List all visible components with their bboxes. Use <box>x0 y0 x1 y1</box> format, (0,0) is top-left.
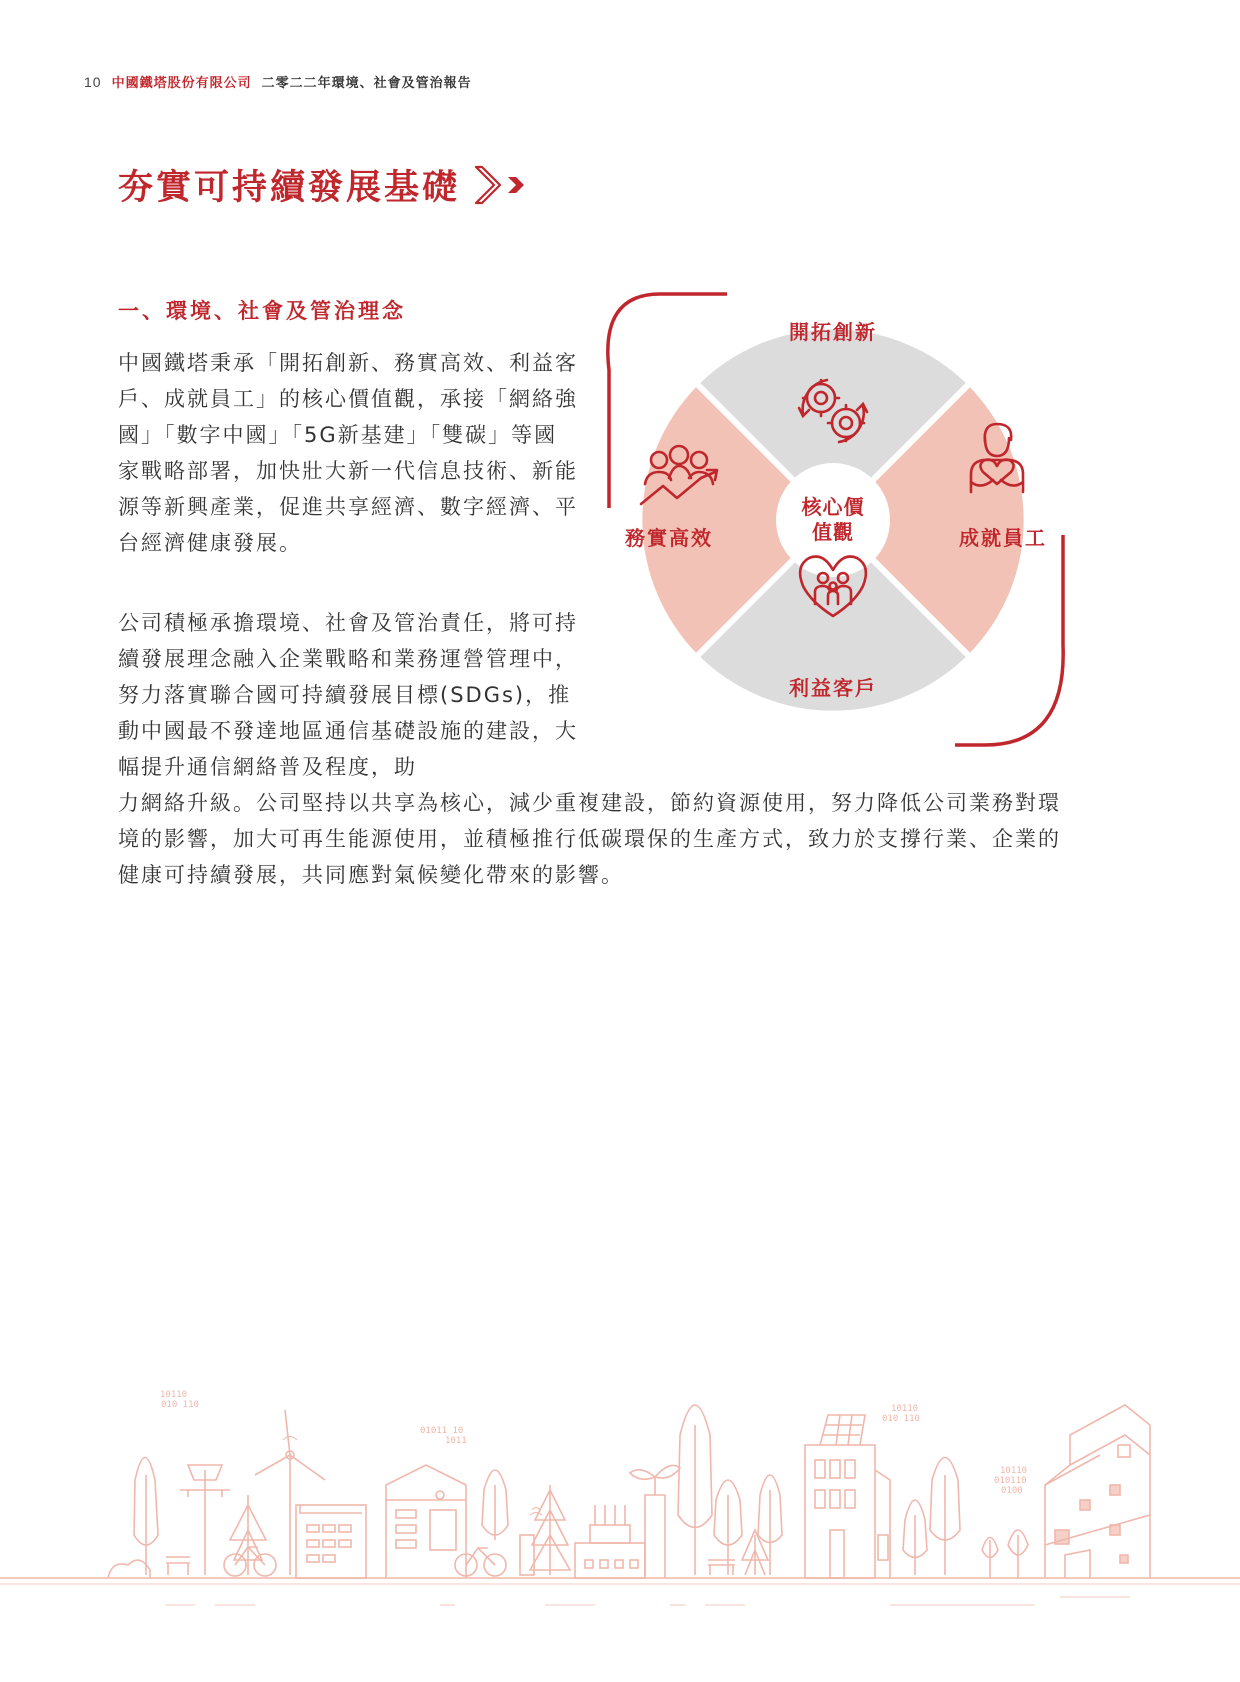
binary-text-7: 10110 <box>1000 1466 1028 1476</box>
label-customers: 利益客戶 <box>789 676 877 700</box>
page-number: 10 <box>84 74 102 90</box>
section-title-text: 夯實可持續發展基礎 <box>118 168 461 208</box>
chevron-right-icon <box>472 163 532 207</box>
company-name: 中國鐵塔股份有限公司 <box>111 76 252 91</box>
label-efficiency: 務實高效 <box>625 526 713 550</box>
core-values-diagram <box>605 290 1075 750</box>
center-label-line1: 核心價 <box>801 495 865 519</box>
city-skyline-illustration <box>0 1365 1240 1625</box>
label-innovation: 開拓創新 <box>789 320 877 344</box>
paragraph-responsibility-continued: 力網絡升級。公司堅持以共享為核心，減少重複建設，節約資源使用，努力降低公司業務對環境的影響，加大可再生能源使用，並積極推行低碳環保的生產方式，致力於支撐行業、企業的健康可持續發展，共同應對氣候變化帶來的影響。 <box>118 791 1061 887</box>
page-header <box>84 72 472 91</box>
center-label <box>788 495 878 545</box>
binary-text-9: 0100 <box>1001 1486 1023 1496</box>
binary-text-3: 01011 10 <box>420 1426 464 1436</box>
paragraph-core-values: 中國鐵塔秉承「開拓創新、務實高效、利益客戶、成就員工」的核心價值觀，承接「網絡強國」「數字中國」「5G新基建」「雙碳」等國家戰略部署，加快壯大新一代信息技術、新能源等新興產業，促進共享經濟、數字經濟、平台經濟健康發展。 <box>118 351 578 555</box>
binary-text-4: 1011 <box>445 1436 467 1446</box>
center-label-line2: 值觀 <box>812 520 854 544</box>
binary-text-5: 10110 <box>891 1404 919 1414</box>
label-employees: 成就員工 <box>959 526 1047 550</box>
section-title <box>118 160 532 210</box>
binary-text-8: 010110 <box>994 1476 1027 1486</box>
binary-text-2: 010 110 <box>161 1400 199 1410</box>
paragraph-responsibility: 公司積極承擔環境、社會及管治責任，將可持續發展理念融入企業戰略和業務運營管理中，努力落實聯合國可持續發展目標(SDGs)，推動中國最不發達地區通信基礎設施的建設，大幅提升通信網絡普及程度，助 <box>118 611 578 779</box>
binary-text-6: 010 110 <box>882 1414 920 1424</box>
report-title: 二零二二年環境、社會及管治報告 <box>261 76 472 91</box>
binary-text-1: 10110 <box>160 1390 188 1400</box>
subheading: 一、環境、社會及管治理念 <box>118 299 406 323</box>
